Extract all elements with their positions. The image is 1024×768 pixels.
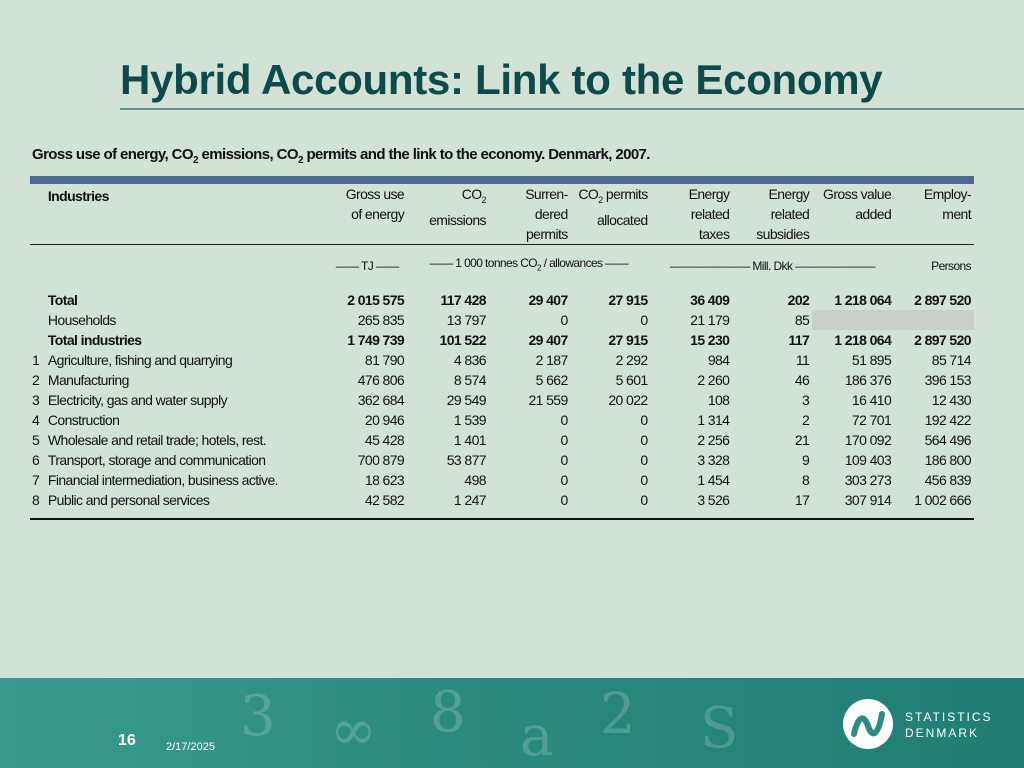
table-row bbox=[30, 390, 974, 410]
row-value: 0 bbox=[640, 312, 648, 329]
brand-name: STATISTICS DENMARK bbox=[905, 710, 993, 740]
row-value: 0 bbox=[640, 472, 648, 489]
data-table bbox=[30, 184, 974, 520]
row-value: 0 bbox=[560, 312, 568, 329]
row-value: 20 022 bbox=[608, 392, 648, 409]
row-index bbox=[30, 290, 48, 310]
row-label: Wholesale and retail trade; hotels, rest. bbox=[47, 432, 267, 449]
table-row bbox=[30, 430, 974, 450]
header-energy-subsidies: Energy related subsidies bbox=[756, 186, 810, 242]
row-value: 51 895 bbox=[851, 352, 892, 369]
row-index bbox=[30, 330, 48, 350]
row-value: 85 bbox=[794, 312, 810, 329]
row-index bbox=[30, 310, 48, 330]
row-value: 1 749 739 bbox=[347, 332, 405, 349]
row-value: 0 bbox=[640, 412, 648, 429]
unit-persons: Persons bbox=[931, 258, 971, 273]
row-value: 101 522 bbox=[439, 332, 486, 349]
row-value: 0 bbox=[560, 412, 568, 429]
row-value: 42 582 bbox=[364, 492, 405, 509]
row-value: 1 247 bbox=[453, 492, 486, 509]
row-value: 5 601 bbox=[615, 372, 648, 389]
unit-tj: —— TJ —— bbox=[335, 258, 399, 273]
statistics-denmark-logo-icon bbox=[842, 698, 894, 750]
header-employment: Employ- ment bbox=[923, 186, 971, 222]
row-value: 11 bbox=[795, 352, 810, 369]
table-row bbox=[30, 470, 974, 490]
row-value: 0 bbox=[560, 472, 568, 489]
row-value: 700 879 bbox=[357, 452, 405, 469]
row-value: 4 836 bbox=[453, 352, 486, 369]
table-row bbox=[30, 450, 974, 470]
row-value: 21 559 bbox=[528, 392, 568, 409]
row-value: 186 800 bbox=[924, 452, 971, 469]
row-value: 2 897 520 bbox=[914, 292, 971, 309]
row-value: 29 407 bbox=[528, 292, 568, 309]
row-value: 3 bbox=[802, 392, 810, 409]
row-value: 1 539 bbox=[453, 412, 486, 429]
row-label: Agriculture, fishing and quarrying bbox=[47, 352, 233, 369]
row-value: 2 187 bbox=[535, 352, 568, 369]
row-value: 456 839 bbox=[924, 472, 971, 489]
row-value: 53 877 bbox=[446, 452, 486, 469]
row-index: 8 bbox=[32, 492, 40, 509]
row-value: 18 623 bbox=[364, 472, 405, 489]
row-value: 0 bbox=[640, 452, 648, 469]
row-value: 1 454 bbox=[697, 472, 730, 489]
row-label: Total bbox=[47, 292, 78, 309]
header-gross-value-added: Gross value added bbox=[823, 186, 892, 222]
row-value: 2 897 520 bbox=[914, 332, 971, 349]
row-label: Households bbox=[47, 312, 116, 329]
row-index: 5 bbox=[32, 432, 40, 449]
row-value: 170 092 bbox=[844, 432, 892, 449]
header-industries: Industries bbox=[47, 188, 109, 204]
page-number: 16 bbox=[118, 732, 136, 749]
data-table-container bbox=[30, 176, 974, 520]
row-label: Manufacturing bbox=[47, 372, 129, 389]
row-value: 21 bbox=[794, 432, 810, 449]
table-row bbox=[30, 310, 974, 330]
row-value: 2 292 bbox=[615, 352, 648, 369]
row-value: 2 bbox=[802, 412, 810, 429]
row-value: 72 701 bbox=[851, 412, 892, 429]
header-surrendered-permits: Surren- dered permits bbox=[525, 186, 568, 242]
row-value: 117 428 bbox=[440, 292, 486, 309]
unit-mill-dkk: ——————— Mill. Dkk ——————— bbox=[669, 258, 875, 273]
row-value: 13 797 bbox=[446, 312, 486, 329]
slide-date: 2/17/2025 bbox=[166, 741, 215, 753]
row-value: 20 946 bbox=[364, 412, 405, 429]
table-row bbox=[30, 370, 974, 390]
table-row bbox=[30, 290, 974, 310]
unit-tonnes: —— 1 000 tonnes $CO_2$ / allowances —— bbox=[429, 256, 628, 273]
footer-band: 3 ∞ 8 a 2 S bbox=[0, 678, 1024, 768]
row-value: 5 662 bbox=[535, 372, 568, 389]
row-index: 2 bbox=[32, 372, 40, 389]
row-value: 2 260 bbox=[697, 372, 730, 389]
row-index: 4 bbox=[32, 412, 40, 429]
row-value: 29 549 bbox=[446, 392, 486, 409]
row-value: 476 806 bbox=[357, 372, 405, 389]
row-value: 1 401 bbox=[453, 432, 486, 449]
row-value: 1 002 666 bbox=[914, 492, 971, 509]
row-value: 36 409 bbox=[690, 292, 730, 309]
row-value: 186 376 bbox=[844, 372, 892, 389]
row-value: 0 bbox=[560, 492, 568, 509]
table-row bbox=[30, 330, 974, 350]
row-value: 9 bbox=[802, 452, 810, 469]
row-value: 396 153 bbox=[924, 372, 971, 389]
row-value: 108 bbox=[707, 392, 730, 409]
title-divider bbox=[120, 108, 1024, 110]
row-index: 1 bbox=[32, 352, 40, 369]
row-value: 27 915 bbox=[608, 292, 648, 309]
row-value: 0 bbox=[560, 452, 568, 469]
row-value: 984 bbox=[707, 352, 730, 369]
row-value: 1 218 064 bbox=[834, 332, 892, 349]
row-value: 17 bbox=[794, 492, 810, 509]
row-label: Electricity, gas and water supply bbox=[47, 392, 228, 409]
row-value: 81 790 bbox=[364, 352, 405, 369]
row-value: 16 410 bbox=[851, 392, 892, 409]
row-label: Total industries bbox=[47, 332, 142, 349]
row-label: Transport, storage and communication bbox=[47, 452, 266, 469]
row-value: 0 bbox=[640, 492, 648, 509]
header-gross-use: Gross use of energy bbox=[345, 186, 405, 222]
row-value: 12 430 bbox=[931, 392, 971, 409]
row-value: 15 230 bbox=[690, 332, 730, 349]
header-co2-permits-allocated: $CO_2$ permits allocated bbox=[578, 186, 648, 228]
units-row bbox=[30, 247, 974, 290]
row-value: 27 915 bbox=[608, 332, 648, 349]
row-value: 564 496 bbox=[924, 432, 971, 449]
row-index: 7 bbox=[32, 472, 40, 489]
row-value: 21 179 bbox=[690, 312, 730, 329]
row-value bbox=[812, 310, 894, 330]
table-top-bar bbox=[30, 176, 974, 184]
row-value: 3 526 bbox=[697, 492, 730, 509]
row-value: 498 bbox=[464, 472, 486, 489]
row-value: 3 328 bbox=[697, 452, 730, 469]
row-value: 362 684 bbox=[357, 392, 405, 409]
table-row bbox=[30, 410, 974, 430]
row-value: 109 403 bbox=[844, 452, 892, 469]
row-value: 45 428 bbox=[364, 432, 405, 449]
table-row bbox=[30, 490, 974, 510]
row-value: 0 bbox=[560, 432, 568, 449]
table-caption: Gross use of energy, $CO_2$ emissions, $CO_2$ permits and the link to the economy. Denmark, 2007. bbox=[32, 146, 650, 166]
row-value: 8 574 bbox=[453, 372, 486, 389]
row-value: 265 835 bbox=[357, 312, 405, 329]
row-label: Public and personal services bbox=[47, 492, 210, 509]
row-value: 2 015 575 bbox=[347, 292, 405, 309]
row-value: 1 218 064 bbox=[834, 292, 892, 309]
row-value: 192 422 bbox=[924, 412, 971, 429]
row-value: 1 314 bbox=[697, 412, 730, 429]
row-value: 117 bbox=[788, 332, 810, 349]
header-row bbox=[30, 184, 974, 245]
row-label: Financial intermediation, business active. bbox=[47, 472, 278, 489]
row-value: 0 bbox=[640, 432, 648, 449]
header-co2-emissions: $CO_2$ emissions bbox=[429, 186, 486, 228]
slide-title: Hybrid Accounts: Link to the Economy bbox=[120, 56, 883, 103]
table-row bbox=[30, 350, 974, 370]
row-value: 29 407 bbox=[528, 332, 568, 349]
row-value bbox=[894, 310, 974, 330]
row-value: 307 914 bbox=[844, 492, 892, 509]
header-energy-taxes: Energy related taxes bbox=[688, 186, 730, 242]
row-value: 2 256 bbox=[697, 432, 730, 449]
row-value: 46 bbox=[794, 372, 810, 389]
row-value: 8 bbox=[802, 472, 810, 489]
row-index: 6 bbox=[32, 452, 40, 469]
row-label: Construction bbox=[47, 412, 120, 429]
row-index: 3 bbox=[32, 392, 40, 409]
row-value: 85 714 bbox=[931, 352, 971, 369]
row-value: 202 bbox=[787, 292, 810, 309]
row-value: 303 273 bbox=[844, 472, 892, 489]
